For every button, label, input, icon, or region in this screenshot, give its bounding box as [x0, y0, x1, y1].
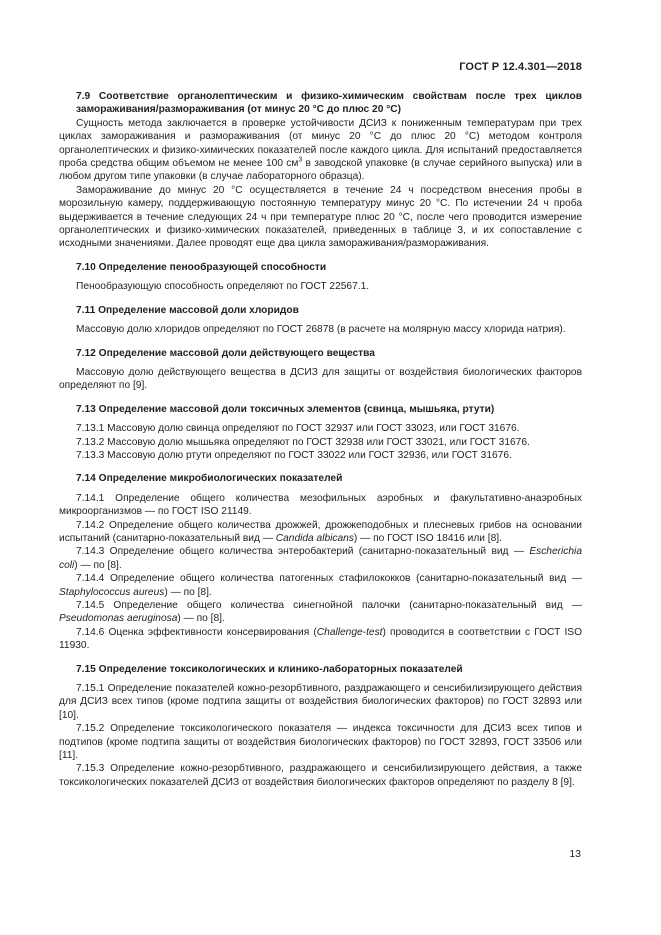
section-7-13-2: 7.13.2 Массовую долю мышьяка определяют по ГОСТ 32938 или ГОСТ 33021, или ГОСТ 31676. — [76, 436, 530, 448]
section-7-15-heading: 7.15 Определение токсикологических и клинико-лабораторных показателей — [76, 663, 463, 675]
section-7-14-heading: 7.14 Определение микробиологических показателей — [76, 473, 343, 485]
section-7-10-paragraph: Пенообразующую способность определяют по ГОСТ 22567.1. — [76, 281, 370, 293]
section-7-14-1: 7.14.1 Определение общего количества мезофильных аэробных и факультативно-анаэробных микроорганизмов — по ГОСТ ISO 21149. — [59, 492, 582, 518]
section-7-9-heading: 7.9 Соответствие органолептическим и физико-химическим свойствам после трех циклов замораживания/размораживания (от минус 20 °С до плюс 20 °С) — [76, 91, 582, 116]
section-7-12-heading: 7.12 Определение массовой доли действующего вещества — [76, 347, 375, 359]
page-number: 13 — [569, 848, 581, 860]
section-7-10-heading: 7.10 Определение пенообразующей способности — [76, 261, 327, 273]
section-7-13-3: 7.13.3 Массовую долю ртути определяют по ГОСТ 33022 или ГОСТ 32936, или ГОСТ 31676. — [76, 449, 512, 461]
section-7-9-paragraph-1: Сущность метода заключается в проверке устойчивости ДСИЗ к пониженным температурам при трех циклах замораживания и размораживания (от минус 20 °С до плюс 20 °С) методом контроля органолептических и физико-химических показателей после каждого цикла. Для испытаний предоставляется проба средства общим объемом не менее 100 $см^3$ в заводской упаковке (в случае серийного выпуска) или в любом другом типе упаковки (в случае лабораторного образца). — [59, 117, 582, 183]
document-body — [59, 90, 582, 789]
section-7-14-5: 7.14.5 Определение общего количества синегнойной палочки (санитарно-показательный вид — Pseudomonas aeruginosa) — по [8]. — [59, 600, 582, 625]
section-7-13-1: 7.13.1 Массовую долю свинца определяют по ГОСТ 32937 или ГОСТ 33023, или ГОСТ 31676. — [76, 423, 520, 435]
section-7-15-1: 7.15.1 Определение показателей кожно-резорбтивного, раздражающего и сенсибилизирующего действия для ДСИЗ всех типов (кроме подтипа защиты от воздействия биологических факторов) по ГОСТ 32893 или [10]. — [59, 683, 582, 721]
section-7-14-6: 7.14.6 Оценка эффективности консервирования (Challenge-test) проводится в соответствии с ГОСТ ISO 11930. — [59, 626, 582, 652]
standard-header: ГОСТ Р 12.4.301—2018 — [459, 61, 582, 73]
section-7-11-paragraph: Массовую долю хлоридов определяют по ГОСТ 26878 (в расчете на молярную массу хлорида натрия). — [76, 324, 566, 336]
section-7-15-3: 7.15.3 Определение кожно-резорбтивного, раздражающего и сенсибилизирующего действия, а также токсикологических показателей ДСИЗ от воздействия биологических факторов определяют по разделу 8 [9]. — [59, 763, 582, 788]
section-7-9-paragraph-2: Замораживание до минус 20 °С осуществляется в течение 24 ч посредством внесения пробы в морозильную камеру, поддерживающую постоянную температуру минус 20 °С. По истечении 24 ч проба выдерживается в течение следующих 24 ч при температуре плюс 20 °С, после чего проводится измерение органолептических и физико-химических показателей, приведенных в таблице 3, и их сопоставление с исходными значениями. Далее проводят еще два цикла замораживания/размораживания. — [59, 184, 582, 250]
section-7-11-heading: 7.11 Определение массовой доли хлоридов — [76, 304, 299, 316]
section-7-14-3: 7.14.3 Определение общего количества энтеробактерий (санитарно-показательный вид — Escherichia coli) — по [8]. — [59, 546, 582, 571]
section-7-12-paragraph: Массовую долю действующего вещества в ДСИЗ для защиты от воздействия биологических факторов определяют по [9]. — [59, 366, 582, 392]
section-7-14-4: 7.14.4 Определение общего количества патогенных стафилококков (санитарно-показательный вид — Staphylococcus aureus) — по [8]. — [59, 573, 582, 598]
section-7-14-2: 7.14.2 Определение общего количества дрожжей, дрожжеподобных и плесневых грибов на основании испытаний (санитарно-показательный вид — Candida albicans) — по ГОСТ ISO 18416 или [8]. — [59, 519, 582, 544]
section-7-15-2: 7.15.2 Определение токсикологического показателя — индекса токсичности для ДСИЗ всех типов и подтипов (кроме подтипа защиты от воздействия биологических факторов) по ГОСТ 32893, ГОСТ 33506 или [11]. — [59, 723, 582, 762]
section-7-13-heading: 7.13 Определение массовой доли токсичных элементов (свинца, мышьяка, ртути) — [76, 403, 495, 415]
